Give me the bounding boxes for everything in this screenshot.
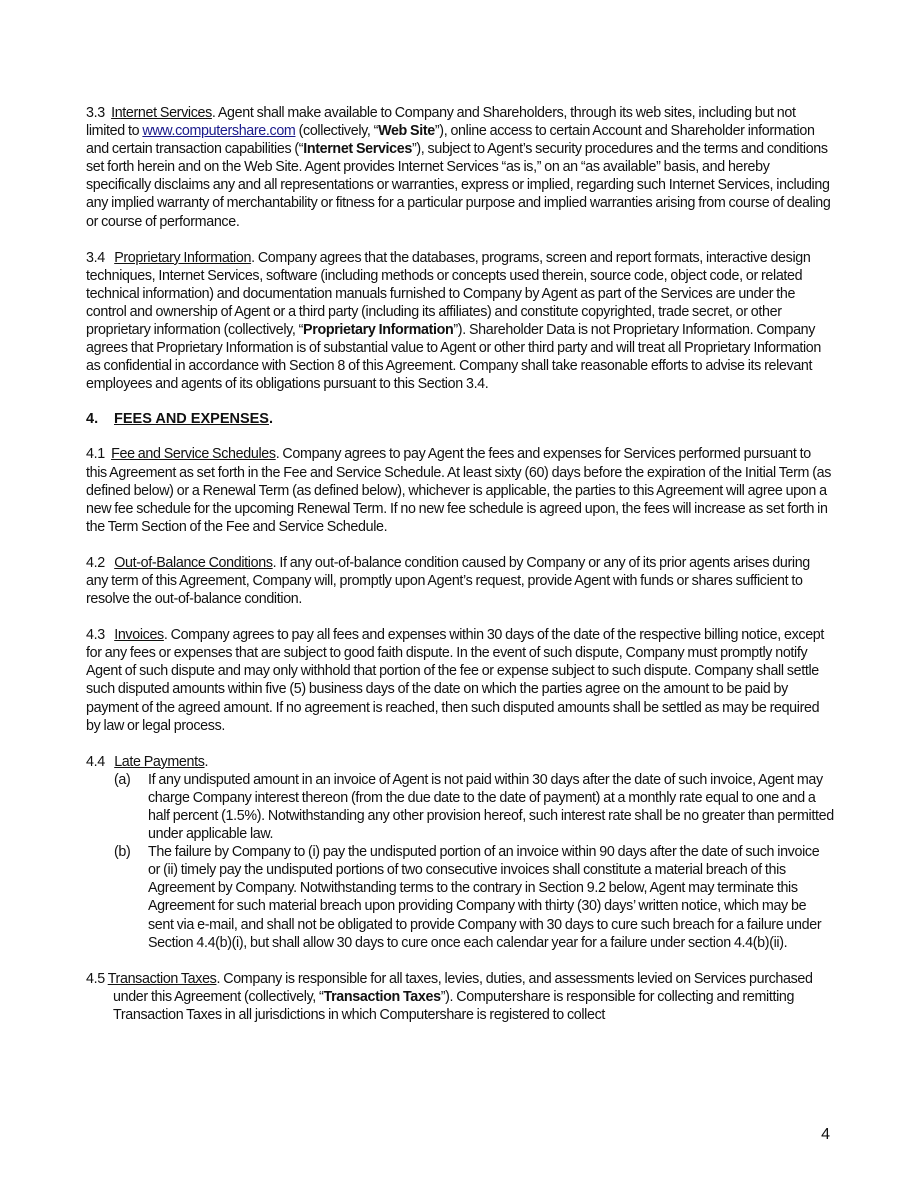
- subclause-a: [86, 771, 834, 843]
- section-text: ”), online access to certain Account and Shareholder information and certain transaction capabilities (“: [86, 123, 815, 158]
- page-number: 4: [821, 1126, 830, 1143]
- punctuation: .: [268, 411, 274, 428]
- subclause-label: (a): [114, 771, 131, 788]
- computershare-link[interactable]: www.computershare.com: [142, 123, 296, 140]
- section-4-2: [86, 554, 834, 608]
- section-3-4: [86, 249, 834, 394]
- section-number: 3.3: [86, 105, 105, 121]
- section-text: . If any out-of-balance condition caused by Company or any of its prior agents arises during any term of this Agreement, Company will, promptly upon Agent’s request, provide Agent with funds or shares sufficient to resolve the out-of-balance condition.: [86, 554, 810, 608]
- defined-term: Web Site: [378, 123, 435, 140]
- section-4-4-heading: [86, 753, 834, 771]
- section-title: Late Payments: [114, 753, 205, 770]
- section-number: 4.1: [86, 446, 105, 463]
- section-number: 4.5: [86, 970, 105, 987]
- defined-term: Proprietary Information: [303, 322, 454, 339]
- section-title: FEES AND EXPENSES: [114, 411, 269, 428]
- subclause-b: [86, 843, 834, 952]
- section-text: ”). Shareholder Data is not Proprietary Information. Company agrees that Proprietary Information is of substantial value to Agent or other third party and will treat all Proprietary Information as confidential in accordance with Section 8 of this Agreement. Company shall take reasonable efforts to advise its relevant employees and agents of its obligations pursuant to this Section 3.4.: [86, 322, 821, 393]
- section-4-heading: [86, 411, 834, 427]
- defined-term: Transaction Taxes: [323, 988, 441, 1005]
- document-page: [86, 104, 834, 1042]
- section-3-3: [86, 104, 834, 231]
- subclause-label: (b): [114, 844, 131, 861]
- defined-term: Internet Services: [303, 141, 412, 158]
- section-4-4: [86, 753, 834, 952]
- subclause-text: If any undisputed amount in an invoice of Agent is not paid within 30 days after the date of such invoice, Agent may charge Company interest thereon (from the due date to the date of payment) at a monthly rate equal to one and a half percent (1.5%). Notwithstanding any other provision hereof, such interest rate shall be no greater than permitted under applicable law.: [148, 771, 834, 843]
- section-title: Transaction Taxes: [107, 970, 217, 987]
- section-text: . Company agrees that the databases, programs, screen and report formats, interactive design techniques, Internet Services, software (including methods or concepts used therein, source code, object code, or related technical information) and documentation manuals furnished to Company by Agent as part of the Services are under the control and ownership of Agent or a third party (including its affiliates) and constitute copyrighted, trade secret, or other proprietary information (collectively, “: [86, 249, 811, 339]
- subclause-text: The failure by Company to (i) pay the undisputed portion of an invoice within 90 days after the date of such invoice or (ii) timely pay the undisputed portions of two consecutive invoices shall constitute a material breach of this Agreement by Company. Notwithstanding terms to the contrary in Section 9.2 below, Agent may terminate this Agreement for such material breach upon providing Company with thirty (30) days’ written notice, which may be sent via e-mail, and shall not be obligated to provide Company with 30 days to cure such breach for a failure under Section 4.4(b)(i), but shall allow 30 days to cure once each calendar year for a failure under section 4.4(b)(ii).: [148, 844, 822, 951]
- section-text: ”). Computershare is responsible for collecting and remitting Transaction Taxes in all jurisdictions in which Computershare is registered to collect: [113, 988, 795, 1023]
- section-4-5: [86, 970, 834, 1024]
- section-4-1: [86, 445, 834, 535]
- section-title: Out-of-Balance Conditions: [114, 554, 273, 571]
- section-text: . Company is responsible for all taxes, levies, duties, and assessments levied on Services purchased under this Agreement (collectively, “: [113, 970, 813, 1005]
- section-text: ”), subject to Agent’s security procedures and the terms and conditions set forth herein and on the Web Site. Agent provides Internet Services “as is,” on an “as available” basis, and hereby specifically disclaims any and all representations or warranties, express or implied, regarding such Internet Services, including any implied warranty of merchantability or fitness for a particular purpose and implied warranties arising from course of dealing or course of performance.: [86, 141, 831, 230]
- section-number: 4.3: [86, 627, 105, 644]
- section-text: (collectively, “: [295, 123, 379, 140]
- section-title: Fee and Service Schedules: [111, 446, 276, 463]
- section-number: 3.4: [86, 249, 105, 266]
- section-number: 4.2: [86, 554, 105, 571]
- section-text: . Company agrees to pay all fees and expenses within 30 days of the date of the respective billing notice, except for any fees or expenses that are subject to good faith dispute. In the event of such dispute, Company must promptly notify Agent of such dispute and may only withhold that portion of the fee or expense subject to such dispute. Company shall settle such disputed amounts within five (5) business days of the date on which the parties agree on the amount to be paid by payment of the agreed amount. If no agreement is reached, then such disputed amounts shall be settled as may be required by law or legal process.: [86, 627, 825, 734]
- section-title: Internet Services: [111, 105, 212, 121]
- punctuation: .: [204, 753, 209, 770]
- section-title: Proprietary Information: [114, 249, 252, 266]
- section-text: . Company agrees to pay Agent the fees and expenses for Services performed pursuant to this Agreement as set forth in the Fee and Service Schedule. At least sixty (60) days before the expiration of the Initial Term (as defined below) or a Renewal Term (as defined below), whichever is applicable, the parties to this Agreement will agree upon a new fee schedule for the upcoming Renewal Term. If no new fee schedule is agreed upon, the fees will increase as set forth in the Term Section of the Fee and Service Schedule.: [86, 446, 832, 535]
- section-number: 4.4: [86, 753, 105, 770]
- section-4-3: [86, 626, 834, 735]
- section-title: Invoices: [114, 627, 164, 644]
- section-text: . Agent shall make available to Company and Shareholders, through its web sites, including but not limited to: [86, 105, 796, 140]
- section-number: 4.: [86, 411, 99, 428]
